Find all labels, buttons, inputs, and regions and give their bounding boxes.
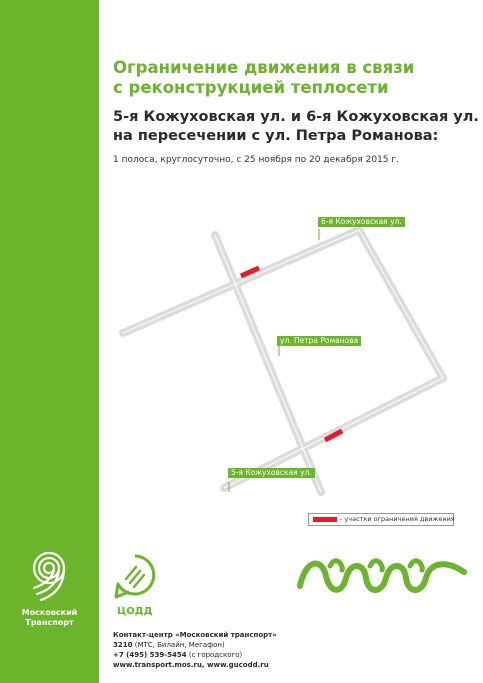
street-label-petra-romanova: ул. Петра Романова: [277, 336, 361, 346]
street-label-6-kozhukhovskaya: 6-я Кожуховская ул.: [318, 217, 405, 227]
moscow-transport-logo-icon: [19, 546, 79, 604]
decorative-wave-ornament: [296, 556, 468, 598]
page-subtitle-line1: 5-я Кожуховская ул. и 6-я Кожуховская ул.: [113, 109, 479, 125]
codd-name: ЦОДД: [117, 606, 153, 617]
contact-websites: www.transport.mos.ru, www.gucodd.ru: [113, 661, 269, 669]
legend-restriction-swatch: [313, 517, 337, 522]
brand-name-line2: Транспорт: [25, 618, 74, 627]
legend-label: - участки ограничения движения: [340, 515, 455, 523]
codd-logo-icon: [112, 553, 158, 601]
contact-title: Контакт-центр «Московский транспорт»: [113, 631, 277, 639]
brand-sidebar: [0, 0, 99, 683]
short-number: 3210: [113, 641, 133, 649]
page-subtitle-line2: на пересечении с ул. Петра Романова:: [113, 128, 439, 144]
restriction-note: 1 полоса, круглосуточно, с 25 ноября по 20 декабря 2015 г.: [113, 155, 399, 165]
page-title-line1: Ограничение движения в связи: [113, 58, 415, 77]
street-label-5-kozhukhovskaya: 5-я Кожуховская ул.: [228, 468, 315, 478]
phone-number: +7 (495) 539-5454: [113, 651, 187, 659]
contact-short-number: [113, 640, 225, 650]
contact-phone: [113, 650, 242, 660]
phone-note: (с городского): [186, 651, 243, 659]
brand-name-line1: Московский: [21, 608, 78, 617]
page-title-line2: с реконструкцией теплосети: [113, 78, 389, 97]
short-number-note: (МТС, Билайн, Мегафон): [132, 641, 225, 649]
street-map: [99, 200, 483, 500]
